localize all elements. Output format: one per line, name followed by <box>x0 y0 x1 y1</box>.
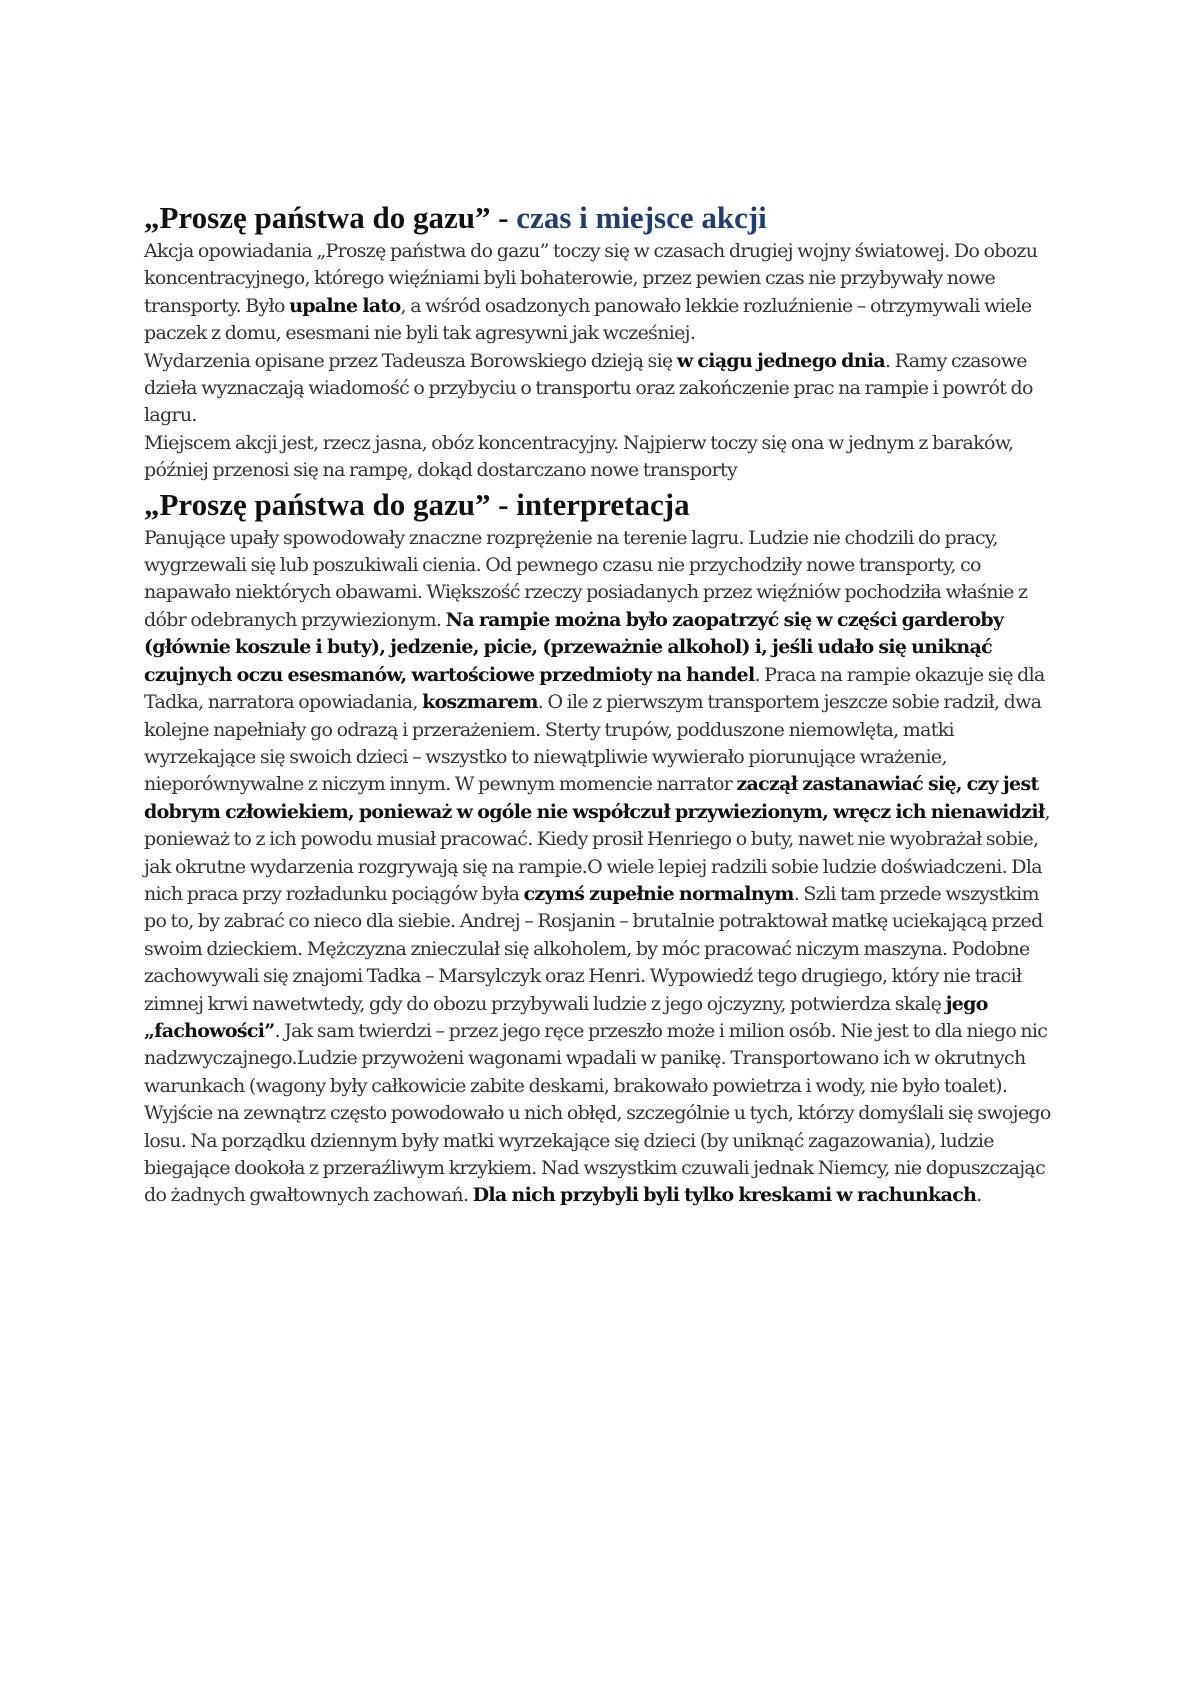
text-run: Akcja opowiadania „Proszę państwa do gazu” toczy się w czasach drugiej wojny światowej. Do obozu koncentracyjnego, którego więźniami byli bohaterowie, przez pewien czas nie przybywały nowe transporty. Było <box>144 240 1038 317</box>
text-run: Miejscem akcji jest, rzecz jasna, obóz koncentracyjny. Najpierw toczy się ona w jednym z baraków, później przenosi się na rampę, dokąd dostarczano nowe transporty <box>144 431 1014 482</box>
paragraph-interpretation <box>144 525 1064 1210</box>
heading-title-text: „Proszę państwa do gazu” - <box>144 200 517 235</box>
document-content <box>144 198 1064 1210</box>
paragraph-timeframe <box>144 348 1064 430</box>
text-run: , a wśród osadzonych panowało lekkie rozluźnienie – otrzymywali wiele paczek z domu, esesmani nie byli tak agresywni jak wcześniej. <box>144 294 1032 345</box>
section-heading-time-place <box>144 198 1064 238</box>
text-run: Panujące upały spowodowały znaczne rozprężenie na terenie lagru. Ludzie nie chodzili do pracy, wygrzewali się lub poszukiwali cienia. Od pewnego czasu nie przychodziły nowe transporty, co napawało niektórych obawami. Większość rzeczy posiadanych przez więźniów pochodziła właśnie z dóbr odebranych przywiezionym. <box>144 526 1028 631</box>
section-heading-interpretation: „Proszę państwa do gazu” - interpretacja <box>144 486 690 522</box>
heading-accent-text: czas i miejsce akcji <box>516 200 767 235</box>
bold-run: jego „fachowości” <box>144 992 988 1042</box>
text-run: Wydarzenia opisane przez Tadeusza Borowskiego dzieją się <box>144 349 677 372</box>
text-run: . Ramy czasowe dzieła wyznaczają wiadomość o przybyciu o transportu oraz zakończenie prac na rampie i powrót do lagru. <box>144 349 1033 427</box>
bold-run: koszmarem <box>422 691 538 714</box>
bold-run: zaczął zastanawiać się, czy jest dobrym człowiekiem, ponieważ w ogóle nie współczuł przywiezionym, wręcz ich nienawidził <box>144 773 1045 823</box>
text-run: . Szli tam przede wszystkim po to, by zabrać co nieco dla siebie. Andrej – Rosjanin – brutalnie potraktował matkę uciekającą przed swoim dzieckiem. Mężczyzna znieczulał się alkoholem, by móc pracować niczym maszyna. Podobne zachowywali się znajomi Tadka – Marsylczyk oraz Henri. Wypowiedź tego drugiego, który nie tracił zimnej krwi nawetwtedy, gdy do obozu przybywali ludzie z jego ojczyzny, potwierdza skalę <box>144 882 1043 1015</box>
bold-run: Na rampie można było zaopatrzyć się w części garderoby (głównie koszule i buty), jedzenie, picie, (przeważnie alkohol) i, jeśli udało się uniknąć czujnych oczu esesmanów, wartościowe przedmioty na handel <box>144 608 1004 686</box>
bold-run: czymś zupełnie normalnym <box>523 882 794 905</box>
text-run: . <box>976 1184 982 1207</box>
bold-run: upalne lato <box>289 294 401 317</box>
text-run: . Praca na rampie okazuje się dla Tadka, narratora opowiadania, <box>144 663 1045 714</box>
text-run: . O ile z pierwszym transportem jeszcze sobie radził, dwa kolejne napełniały go odrazą i przerażeniem. Sterty trupów, podduszone niemowlęta, matki wyrzekające się swoich dzieci – wszystko to niewątpliwie wywierało piorunujące wrażenie, nieporównywalne z niczym innym. W pewnym momencie narrator <box>144 691 1042 796</box>
text-run: . Jak sam twierdzi – przez jego ręce przeszło może i milion osób. Nie jest to dla niego nic nadzwyczajnego.Ludzie przywożeni wagonami wpadali w panikę. Transportowano ich w okrutnych warunkach (wagony były całkowicie zabite deskami, brakowało powietrza i wody, nie było toalet). Wyjście na zewnątrz często powodowało u nich obłęd, szczególnie u tych, którzy domyślali się swojego losu. Na porządku dziennym były matki wyrzekające się dzieci (by uniknąć zagazowania), ludzie biegające dookoła z przeraźliwym krzykiem. Nad wszystkim czuwali jednak Niemcy, nie dopuszczając do żadnych gwałtownych zachowań. <box>144 1019 1051 1207</box>
text-run: , ponieważ to z ich powodu musiał pracować. Kiedy prosił Henriego o buty, nawet nie wyobrażał sobie, jak okrutne wydarzenia rozgrywają się na rampie.O wiele lepiej radzili sobie ludzie doświadczeni. Dla nich praca przy rozładunku pociągów była <box>144 800 1050 905</box>
bold-run: Dla nich przybyli byli tylko kreskami w rachunkach <box>472 1184 977 1207</box>
bold-run: w ciągu jednego dnia <box>676 349 885 372</box>
paragraph-setting <box>144 238 1064 348</box>
paragraph-place <box>144 430 1064 485</box>
